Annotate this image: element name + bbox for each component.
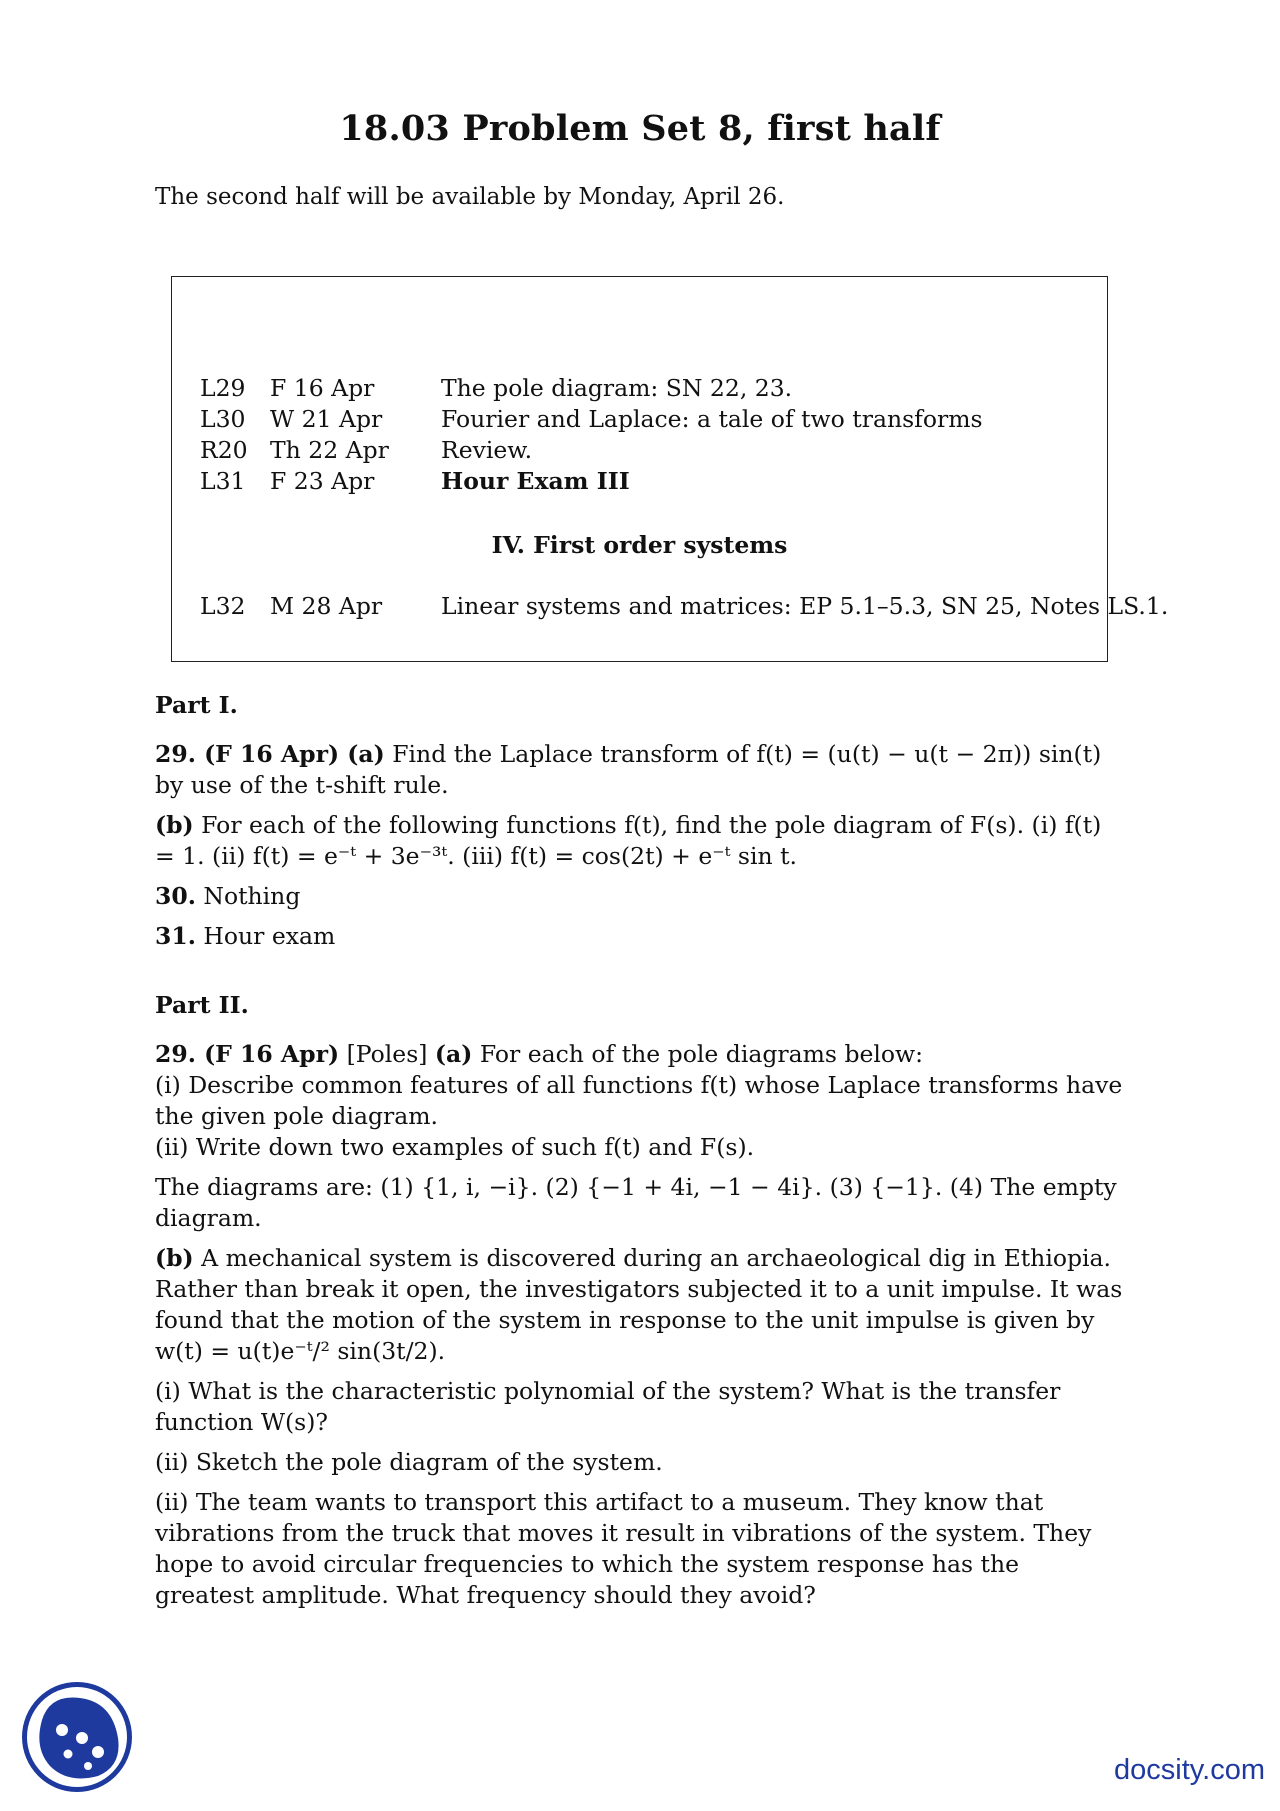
problem-label: 29. (F 16 Apr) (a) (155, 740, 385, 768)
problem-29b-i: (i) What is the characteristic polynomial of the system? What is the transfer function W(s)? (155, 1377, 1061, 1436)
schedule-code: L32 (200, 592, 246, 620)
schedule-topic-exam: Hour Exam III (441, 467, 630, 495)
schedule-topic: Review. (441, 436, 533, 464)
problem-29a-i: (i) Describe common features of all functions f(t) whose Laplace transforms have the given pole diagram. (155, 1071, 1123, 1130)
problem-label: 31. (155, 922, 196, 950)
schedule-date: Th 22 Apr (270, 436, 389, 464)
problem-29b-ii: (ii) Sketch the pole diagram of the system. (155, 1448, 663, 1476)
problem-29b-iii: (ii) The team wants to transport this artifact to a museum. They know that vibrations from the truck that moves it result in vibrations of the system. They hope to avoid circular frequencies to which the system response has the greatest amplitude. What frequency should they avoid? (155, 1488, 1092, 1609)
schedule-code: L30 (200, 405, 246, 433)
pole-diagrams-list: The diagrams are: (1) {1, i, −i}. (2) {−1 + 4i, −1 − 4i}. (3) {−1}. (4) The empty diagram. (155, 1173, 1117, 1232)
problem-label: (b) (155, 1244, 194, 1272)
schedule-code: R20 (200, 436, 248, 464)
problem-text: For each of the following functions f(t), find the pole diagram of F(s). (i) f(t) = 1. (ii) f(t) = e⁻ᵗ + 3e⁻³ᵗ. (iii) f(t) = cos(2t) + e⁻ᵗ sin t. (155, 811, 1102, 870)
schedule-topic: Linear systems and matrices: EP 5.1–5.3, SN 25, Notes LS.1. (441, 592, 1169, 620)
schedule-code: L29 (200, 374, 246, 402)
problem-29b-part2 (155, 1243, 1125, 1367)
schedule-topic: The pole diagram: SN 22, 23. (441, 374, 793, 402)
schedule-date: M 28 Apr (270, 592, 383, 620)
problem-29-part2 (155, 1039, 1125, 1070)
part-1-heading: Part I. (155, 691, 238, 719)
problem-label: 29. (F 16 Apr) (155, 1040, 340, 1068)
problem-text: For each of the pole diagrams below: (479, 1040, 924, 1068)
problem-31 (155, 921, 1125, 952)
docsity-logo-icon (20, 1680, 134, 1794)
schedule-code: L31 (200, 467, 246, 495)
page-title: 18.03 Problem Set 8, first half (339, 108, 941, 149)
problem-text: A mechanical system is discovered during an archaeological dig in Ethiopia. Rather than break it open, the investigators subjected it to a unit impulse. It was found that the motion of the system in response to the unit impulse is given by w(t) = u(t)e⁻ᵗ/² sin(3t/2). (155, 1244, 1123, 1365)
problem-29a (155, 739, 1125, 801)
problem-label: (b) (155, 811, 194, 839)
problem-text: Nothing (203, 882, 301, 910)
problem-29a-ii: (ii) Write down two examples of such f(t) and F(s). (155, 1133, 755, 1161)
schedule-date: F 23 Apr (270, 467, 375, 495)
problem-label: (a) (434, 1040, 473, 1068)
problem-30 (155, 881, 1125, 912)
schedule-date: F 16 Apr (270, 374, 375, 402)
problem-content (155, 690, 1125, 1611)
unit-heading: IV. First order systems (491, 531, 788, 559)
schedule-date: W 21 Apr (270, 405, 383, 433)
problem-text: Hour exam (203, 922, 336, 950)
schedule-box (171, 276, 1169, 662)
brand-link[interactable]: docsity.com (1114, 1754, 1265, 1786)
problem-label: 30. (155, 882, 196, 910)
schedule-topic: Fourier and Laplace: a tale of two transforms (441, 405, 983, 433)
intro-text: The second half will be available by Monday, April 26. (155, 184, 785, 210)
problem-29b (155, 810, 1125, 872)
part-2-heading: Part II. (155, 991, 249, 1019)
problem-tag: [Poles] (346, 1040, 428, 1068)
problem-text: Find the Laplace transform of f(t) = (u(t) − u(t − 2π)) sin(t) by use of the t-shift rule. (155, 740, 1102, 799)
